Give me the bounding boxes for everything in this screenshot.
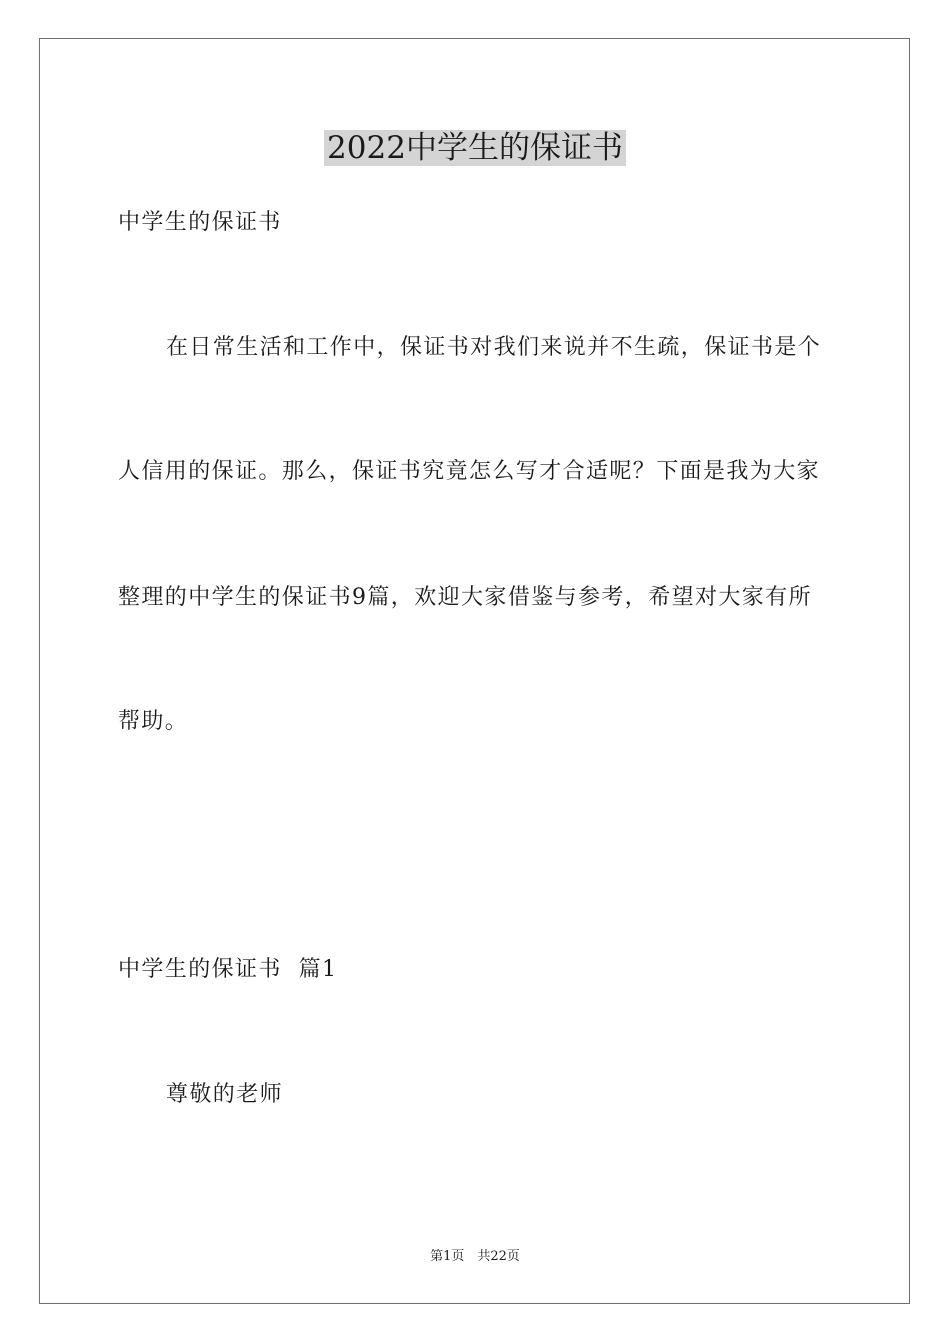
document-subtitle: 中学生的保证书 (118, 210, 282, 235)
intro-line-3: 整理的中学生的保证书9篇，欢迎大家借鉴与参考，希望对大家有所 (118, 585, 812, 610)
section-heading: 中学生的保证书 篇1 (118, 957, 338, 982)
page-footer: 第1页 共22页 (430, 1249, 520, 1264)
document-title-text: 2022中学生的保证书 (324, 130, 626, 166)
intro-line-1: 在日常生活和工作中，保证书对我们来说并不生疏，保证书是个 (166, 335, 822, 360)
document-title (0, 126, 950, 170)
intro-line-4: 帮助。 (118, 709, 189, 734)
salutation: 尊敬的老师 (166, 1082, 284, 1107)
intro-line-2: 人信用的保证。那么，保证书究竟怎么写才合适呢？下面是我为大家 (118, 459, 821, 484)
